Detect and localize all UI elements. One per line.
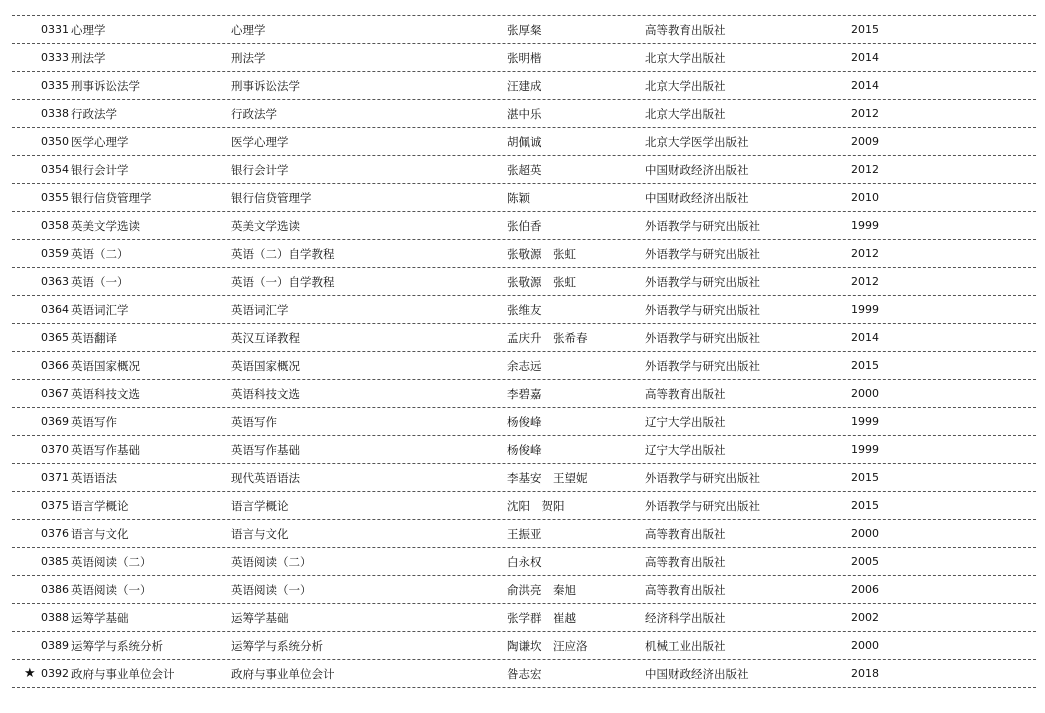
course-cell: 英语语法 (71, 471, 117, 485)
course-cell: 英语（二） (71, 247, 129, 261)
author-cell: 杨俊峰 (507, 443, 542, 457)
table-row (12, 184, 1036, 212)
table-row (12, 492, 1036, 520)
author-cell: 李碧嘉 (507, 387, 542, 401)
course-cell: 英语阅读（二） (71, 555, 152, 569)
author-cell: 张学群 崔越 (507, 611, 576, 625)
star-icon: ★ (24, 666, 36, 681)
year-cell: 2009 (851, 135, 879, 148)
course-cell: 刑法学 (71, 51, 106, 65)
code-cell: 0369 (41, 415, 69, 428)
author-cell: 陶谦坎 汪应洛 (507, 639, 588, 653)
author-cell: 张敬源 张虹 (507, 275, 576, 289)
book-cell: 运筹学与系统分析 (231, 639, 323, 653)
year-cell: 2015 (851, 359, 879, 372)
book-cell: 英语（一）自学教程 (231, 275, 335, 289)
code-cell: 0392 (41, 667, 69, 680)
year-cell: 2000 (851, 639, 879, 652)
table-row (12, 632, 1036, 660)
author-cell: 湛中乐 (507, 107, 542, 121)
publisher-cell: 外语教学与研究出版社 (645, 471, 760, 485)
publisher-cell: 高等教育出版社 (645, 23, 726, 37)
table-row (12, 268, 1036, 296)
publisher-cell: 外语教学与研究出版社 (645, 359, 760, 373)
code-cell: 0386 (41, 583, 69, 596)
code-cell: 0389 (41, 639, 69, 652)
book-cell: 英汉互译教程 (231, 331, 300, 345)
course-cell: 英语科技文选 (71, 387, 140, 401)
table-row (12, 464, 1036, 492)
publisher-cell: 中国财政经济出版社 (645, 667, 749, 681)
publisher-cell: 机械工业出版社 (645, 639, 726, 653)
code-cell: 0370 (41, 443, 69, 456)
course-cell: 英语写作 (71, 415, 117, 429)
year-cell: 1999 (851, 415, 879, 428)
author-cell: 白永权 (507, 555, 542, 569)
publisher-cell: 外语教学与研究出版社 (645, 219, 760, 233)
author-cell: 张明楷 (507, 51, 542, 65)
book-cell: 行政法学 (231, 107, 277, 121)
year-cell: 2002 (851, 611, 879, 624)
publisher-cell: 外语教学与研究出版社 (645, 275, 760, 289)
year-cell: 2014 (851, 51, 879, 64)
author-cell: 张敬源 张虹 (507, 247, 576, 261)
code-cell: 0350 (41, 135, 69, 148)
publisher-cell: 北京大学出版社 (645, 51, 726, 65)
code-cell: 0364 (41, 303, 69, 316)
book-cell: 现代英语语法 (231, 471, 300, 485)
course-cell: 英美文学选读 (71, 219, 140, 233)
book-cell: 英语阅读（一） (231, 583, 312, 597)
table-row (12, 408, 1036, 436)
year-cell: 2012 (851, 247, 879, 260)
year-cell: 2012 (851, 163, 879, 176)
code-cell: 0363 (41, 275, 69, 288)
code-cell: 0367 (41, 387, 69, 400)
publisher-cell: 辽宁大学出版社 (645, 443, 726, 457)
publisher-cell: 高等教育出版社 (645, 555, 726, 569)
year-cell: 2005 (851, 555, 879, 568)
author-cell: 余志远 (507, 359, 542, 373)
year-cell: 2015 (851, 499, 879, 512)
book-cell: 语言与文化 (231, 527, 289, 541)
course-cell: 银行会计学 (71, 163, 129, 177)
course-cell: 医学心理学 (71, 135, 129, 149)
book-cell: 英语词汇学 (231, 303, 289, 317)
table-row (12, 660, 1036, 688)
book-cell: 刑法学 (231, 51, 266, 65)
author-cell: 李基安 王望妮 (507, 471, 588, 485)
book-cell: 英语写作基础 (231, 443, 300, 457)
year-cell: 2000 (851, 387, 879, 400)
course-cell: 英语（一） (71, 275, 129, 289)
course-cell: 英语国家概况 (71, 359, 140, 373)
course-cell: 运筹学与系统分析 (71, 639, 163, 653)
table-row (12, 16, 1036, 44)
author-cell: 陈颖 (507, 191, 530, 205)
book-cell: 英语写作 (231, 415, 277, 429)
course-cell: 语言学概论 (71, 499, 129, 513)
book-cell: 英语国家概况 (231, 359, 300, 373)
author-cell: 张超英 (507, 163, 542, 177)
year-cell: 2015 (851, 23, 879, 36)
publisher-cell: 北京大学出版社 (645, 79, 726, 93)
author-cell: 胡佩诚 (507, 135, 542, 149)
table-row (12, 240, 1036, 268)
code-cell: 0385 (41, 555, 69, 568)
author-cell: 昝志宏 (507, 667, 542, 681)
table-row (12, 324, 1036, 352)
book-cell: 政府与事业单位会计 (231, 667, 335, 681)
course-cell: 英语阅读（一） (71, 583, 152, 597)
table-row (12, 548, 1036, 576)
table-row (12, 576, 1036, 604)
course-cell: 语言与文化 (71, 527, 129, 541)
course-cell: 心理学 (71, 23, 106, 37)
author-cell: 王振亚 (507, 527, 542, 541)
publisher-cell: 经济科学出版社 (645, 611, 726, 625)
year-cell: 2012 (851, 275, 879, 288)
code-cell: 0366 (41, 359, 69, 372)
table-row (12, 352, 1036, 380)
table-row (12, 520, 1036, 548)
code-cell: 0335 (41, 79, 69, 92)
table-row (12, 436, 1036, 464)
book-cell: 运筹学基础 (231, 611, 289, 625)
book-cell: 语言学概论 (231, 499, 289, 513)
author-cell: 张伯香 (507, 219, 542, 233)
book-cell: 心理学 (231, 23, 266, 37)
book-cell: 医学心理学 (231, 135, 289, 149)
year-cell: 2006 (851, 583, 879, 596)
publisher-cell: 外语教学与研究出版社 (645, 499, 760, 513)
publisher-cell: 外语教学与研究出版社 (645, 247, 760, 261)
year-cell: 2010 (851, 191, 879, 204)
book-cell: 英语阅读（二） (231, 555, 312, 569)
publisher-cell: 高等教育出版社 (645, 583, 726, 597)
book-cell: 英美文学选读 (231, 219, 300, 233)
table-row (12, 44, 1036, 72)
table-row (12, 100, 1036, 128)
book-cell: 银行会计学 (231, 163, 289, 177)
publisher-cell: 高等教育出版社 (645, 387, 726, 401)
author-cell: 杨俊峰 (507, 415, 542, 429)
author-cell: 张维友 (507, 303, 542, 317)
publisher-cell: 外语教学与研究出版社 (645, 331, 760, 345)
code-cell: 0358 (41, 219, 69, 232)
course-cell: 行政法学 (71, 107, 117, 121)
book-cell: 英语科技文选 (231, 387, 300, 401)
table-row (12, 128, 1036, 156)
code-cell: 0375 (41, 499, 69, 512)
publisher-cell: 北京大学医学出版社 (645, 135, 749, 149)
code-cell: 0355 (41, 191, 69, 204)
code-cell: 0338 (41, 107, 69, 120)
year-cell: 2018 (851, 667, 879, 680)
code-cell: 0388 (41, 611, 69, 624)
course-cell: 英语写作基础 (71, 443, 140, 457)
table-row (12, 212, 1036, 240)
table-row (12, 380, 1036, 408)
year-cell: 2000 (851, 527, 879, 540)
code-cell: 0365 (41, 331, 69, 344)
table-row (12, 72, 1036, 100)
book-cell: 英语（二）自学教程 (231, 247, 335, 261)
course-cell: 政府与事业单位会计 (71, 667, 175, 681)
book-cell: 银行信贷管理学 (231, 191, 312, 205)
author-cell: 沈阳 贺阳 (507, 499, 565, 513)
author-cell: 孟庆升 张希春 (507, 331, 588, 345)
year-cell: 2015 (851, 471, 879, 484)
publisher-cell: 中国财政经济出版社 (645, 163, 749, 177)
author-cell: 汪建成 (507, 79, 542, 93)
code-cell: 0333 (41, 51, 69, 64)
table-row (12, 296, 1036, 324)
course-cell: 英语词汇学 (71, 303, 129, 317)
publisher-cell: 中国财政经济出版社 (645, 191, 749, 205)
publisher-cell: 北京大学出版社 (645, 107, 726, 121)
code-cell: 0331 (41, 23, 69, 36)
course-cell: 刑事诉讼法学 (71, 79, 140, 93)
year-cell: 2012 (851, 107, 879, 120)
author-cell: 张厚粲 (507, 23, 542, 37)
publisher-cell: 外语教学与研究出版社 (645, 303, 760, 317)
code-cell: 0359 (41, 247, 69, 260)
publisher-cell: 高等教育出版社 (645, 527, 726, 541)
code-cell: 0376 (41, 527, 69, 540)
course-cell: 英语翻译 (71, 331, 117, 345)
book-cell: 刑事诉讼法学 (231, 79, 300, 93)
table-row (12, 156, 1036, 184)
year-cell: 1999 (851, 443, 879, 456)
year-cell: 2014 (851, 331, 879, 344)
course-cell: 银行信贷管理学 (71, 191, 152, 205)
table-row (12, 604, 1036, 632)
code-cell: 0371 (41, 471, 69, 484)
publisher-cell: 辽宁大学出版社 (645, 415, 726, 429)
course-cell: 运筹学基础 (71, 611, 129, 625)
year-cell: 1999 (851, 303, 879, 316)
code-cell: 0354 (41, 163, 69, 176)
year-cell: 1999 (851, 219, 879, 232)
year-cell: 2014 (851, 79, 879, 92)
author-cell: 俞洪亮 秦旭 (507, 583, 576, 597)
